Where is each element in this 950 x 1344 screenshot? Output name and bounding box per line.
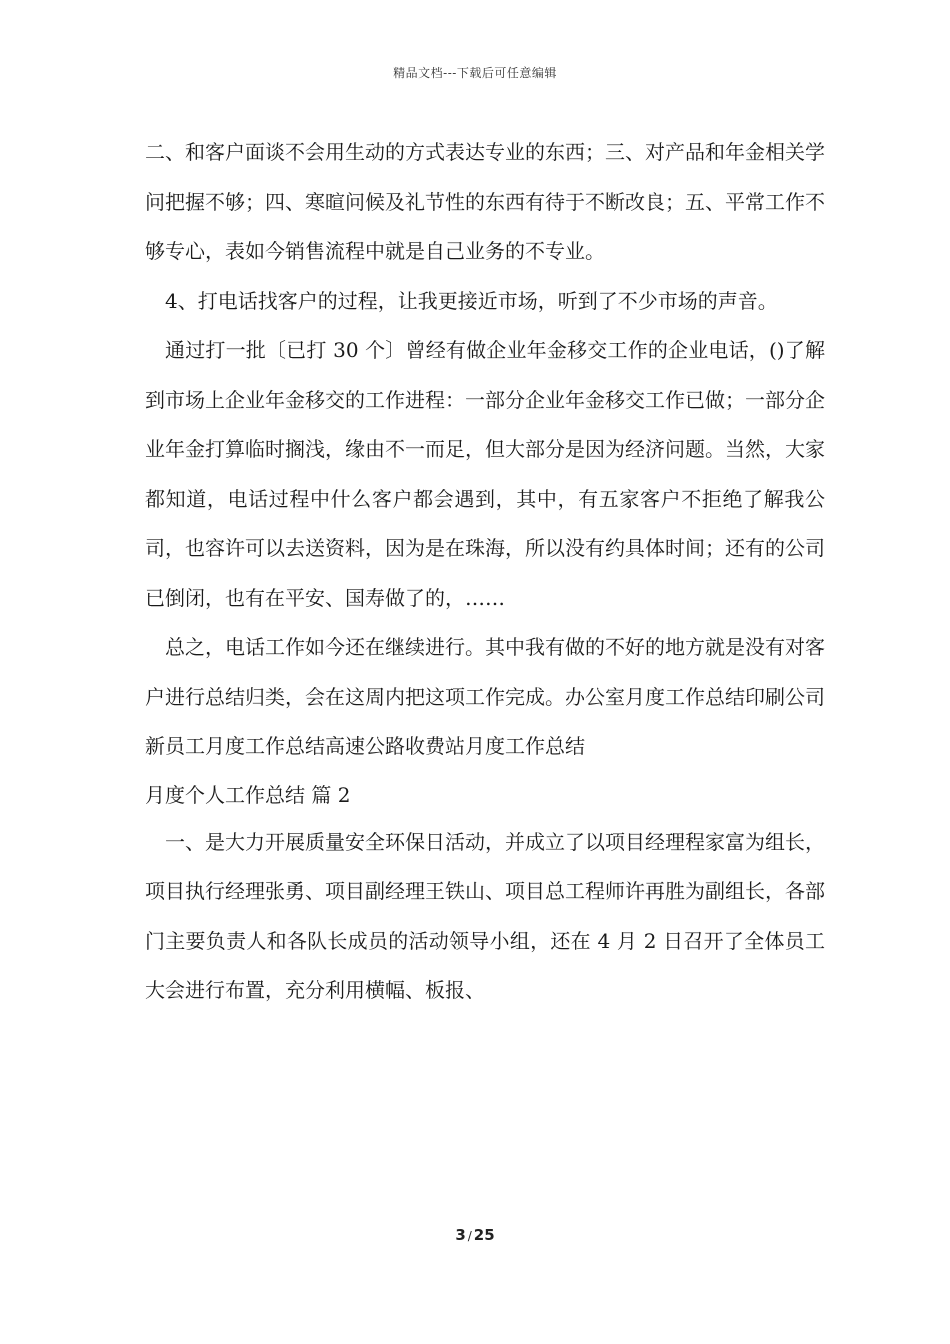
document-body (145, 128, 825, 1016)
body-paragraph-4: 总之，电话工作如今还在继续进行。其中我有做的不好的地方就是没有对客户进行总结归类，会在这周内把这项工作完成。办公室月度工作总结印刷公司新员工月度工作总结高速公路收费站月度工作总结 (145, 635, 825, 758)
page-separator: / (467, 1229, 472, 1243)
page-header: 精品文档---下载后可任意编辑 (393, 66, 557, 80)
body-paragraph-2: 4、打电话找客户的过程，让我更接近市场，听到了不少市场的声音。 (165, 288, 778, 313)
page-number (0, 1226, 950, 1244)
current-page-number: 3 (455, 1226, 466, 1244)
body-paragraph-3: 通过打一批〔已打 30 个〕曾经有做企业年金移交工作的企业电话，()了解到市场上企业年金移交的工作进程：一部分企业年金移交工作已做；一部分企业年金打算临时搁浅，缘由不一而足，但大部分是因为经济问题。当然，大家都知道，电话过程中什么客户都会遇到，其中，有五家客户不拒绝了解我公司，也容许可以去送资料，因为是在珠海，所以没有约具体时间；还有的公司已倒闭，也有在平安、国寿做了的，…… (145, 338, 825, 610)
section-paragraph-1: 一、是大力开展质量安全环保日活动，并成立了以项目经理程家富为组长，项目执行经理张勇、项目副经理王铁山、项目总工程师许再胜为副组长，各部门主要负责人和各队长成员的活动领导小组，还在 4 月 2 日召开了全体员工大会进行布置，充分利用横幅、板报、 (145, 829, 825, 1002)
body-paragraph-1: 二、和客户面谈不会用生动的方式表达专业的东西；三、对产品和年金相关学问把握不够；四、寒暄问候及礼节性的东西有待于不断改良；五、平常工作不够专心，表如今销售流程中就是自己业务的不专业。 (145, 140, 825, 263)
section-heading: 月度个人工作总结 篇 2 (145, 782, 351, 807)
total-pages: 25 (473, 1226, 495, 1244)
